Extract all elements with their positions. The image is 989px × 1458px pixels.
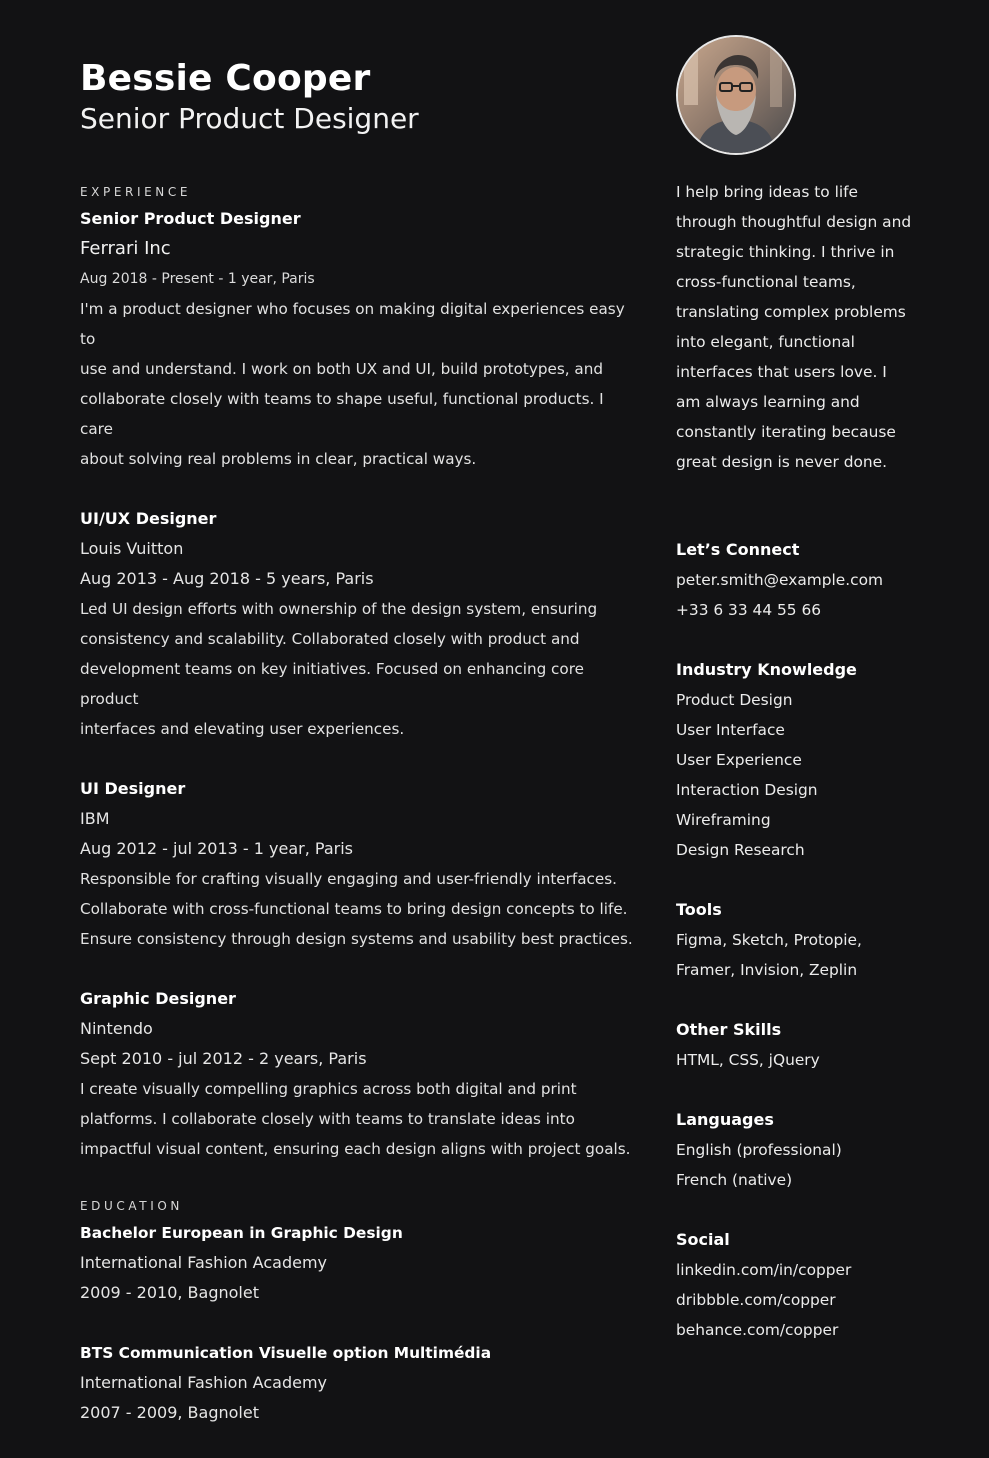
about-line: I help bring ideas to life [676, 183, 859, 201]
industry-item: Wireframing [676, 811, 771, 829]
description-line: Responsible for crafting visually engaging and user-friendly interfaces. [80, 870, 617, 888]
company-name: IBM [80, 809, 110, 828]
company-name: Nintendo [80, 1019, 153, 1038]
phone-link[interactable]: +33 6 33 44 55 66 [676, 601, 822, 619]
job-description [80, 864, 640, 954]
about-line: constantly iterating because [676, 423, 896, 441]
description-line: impactful visual content, ensuring each design aligns with project goals. [80, 1140, 631, 1158]
job-description [80, 294, 640, 474]
profile-photo [676, 35, 796, 155]
description-line: Ensure consistency through design systems and usability best practices. [80, 930, 633, 948]
languages-title: Languages [676, 1110, 774, 1129]
profile-photo-image [678, 37, 794, 153]
degree-title: BTS Communication Visuelle option Multimédia [80, 1344, 492, 1362]
description-line: about solving real problems in clear, practical ways. [80, 450, 477, 468]
about-line: into elegant, functional [676, 333, 855, 351]
experience-entry [80, 504, 640, 744]
description-line: use and understand. I work on both UX and UI, build prototypes, and [80, 360, 603, 378]
description-line: interfaces and elevating user experiences. [80, 720, 405, 738]
tools-line: Figma, Sketch, Protopie, [676, 931, 862, 949]
job-description [80, 1074, 640, 1164]
education-entry [80, 1218, 640, 1308]
email-link[interactable]: peter.smith@example.com [676, 571, 884, 589]
tools-block [676, 895, 926, 985]
industry-item: Design Research [676, 841, 805, 859]
description-line: collaborate closely with teams to shape useful, functional products. I care [80, 390, 604, 438]
connect-title: Let’s Connect [676, 540, 800, 559]
industry-block [676, 655, 926, 865]
company-name: Ferrari Inc [80, 238, 171, 259]
school-name: International Fashion Academy [80, 1373, 327, 1392]
right-column [676, 177, 926, 1345]
name-heading: Bessie Cooper [80, 58, 371, 99]
about-summary [676, 177, 926, 477]
about-line: translating complex problems [676, 303, 906, 321]
other-skills-line: HTML, CSS, jQuery [676, 1051, 820, 1069]
social-title: Social [676, 1230, 730, 1249]
job-description [80, 594, 640, 744]
job-title: UI Designer [80, 779, 186, 798]
experience-entry [80, 204, 640, 474]
industry-item: Product Design [676, 691, 793, 709]
job-title: Graphic Designer [80, 989, 236, 1008]
languages-block [676, 1105, 926, 1195]
language-item: English (professional) [676, 1141, 842, 1159]
education-dates: 2007 - 2009, Bagnolet [80, 1403, 259, 1422]
school-name: International Fashion Academy [80, 1253, 327, 1272]
description-line: Led UI design efforts with ownership of the design system, ensuring [80, 600, 598, 618]
job-dates: Aug 2012 - jul 2013 - 1 year, Paris [80, 839, 353, 858]
job-title: UI/UX Designer [80, 509, 217, 528]
education-entry [80, 1338, 640, 1428]
industry-item: User Interface [676, 721, 785, 739]
about-line: interfaces that users love. I [676, 363, 887, 381]
language-item: French (native) [676, 1171, 793, 1189]
tools-line: Framer, Invision, Zeplin [676, 961, 858, 979]
description-line: Collaborate with cross-functional teams to bring design concepts to life. [80, 900, 628, 918]
industry-item: User Experience [676, 751, 802, 769]
role-subheading: Senior Product Designer [80, 102, 419, 135]
experience-entry [80, 774, 640, 954]
about-line: cross-functional teams, [676, 273, 856, 291]
job-dates: Sept 2010 - jul 2012 - 2 years, Paris [80, 1049, 367, 1068]
job-title: Senior Product Designer [80, 209, 301, 228]
experience-section-title: EXPERIENCE [80, 185, 192, 199]
description-line: I create visually compelling graphics across both digital and print [80, 1080, 577, 1098]
description-line: I'm a product designer who focuses on making digital experiences easy to [80, 300, 625, 348]
education-section-title: EDUCATION [80, 1199, 183, 1213]
dribbble-link[interactable]: dribbble.com/copper [676, 1291, 836, 1309]
description-line: development teams on key initiatives. Focused on enhancing core product [80, 660, 584, 708]
industry-item: Interaction Design [676, 781, 818, 799]
tools-title: Tools [676, 900, 722, 919]
degree-title: Bachelor European in Graphic Design [80, 1224, 403, 1242]
about-line: strategic thinking. I thrive in [676, 243, 895, 261]
company-name: Louis Vuitton [80, 539, 184, 558]
description-line: consistency and scalability. Collaborated closely with product and [80, 630, 580, 648]
industry-title: Industry Knowledge [676, 660, 857, 679]
experience-entry [80, 984, 640, 1164]
connect-block [676, 535, 926, 625]
about-line: am always learning and [676, 393, 860, 411]
social-block [676, 1225, 926, 1345]
job-dates: Aug 2018 - Present - 1 year, Paris [80, 271, 315, 287]
other-skills-block [676, 1015, 926, 1075]
description-line: platforms. I collaborate closely with teams to translate ideas into [80, 1110, 575, 1128]
linkedin-link[interactable]: linkedin.com/in/copper [676, 1261, 852, 1279]
behance-link[interactable]: behance.com/copper [676, 1321, 839, 1339]
other-skills-title: Other Skills [676, 1020, 782, 1039]
about-line: through thoughtful design and [676, 213, 912, 231]
job-dates: Aug 2013 - Aug 2018 - 5 years, Paris [80, 569, 374, 588]
left-column [80, 180, 640, 1458]
about-line: great design is never done. [676, 453, 888, 471]
education-dates: 2009 - 2010, Bagnolet [80, 1283, 259, 1302]
